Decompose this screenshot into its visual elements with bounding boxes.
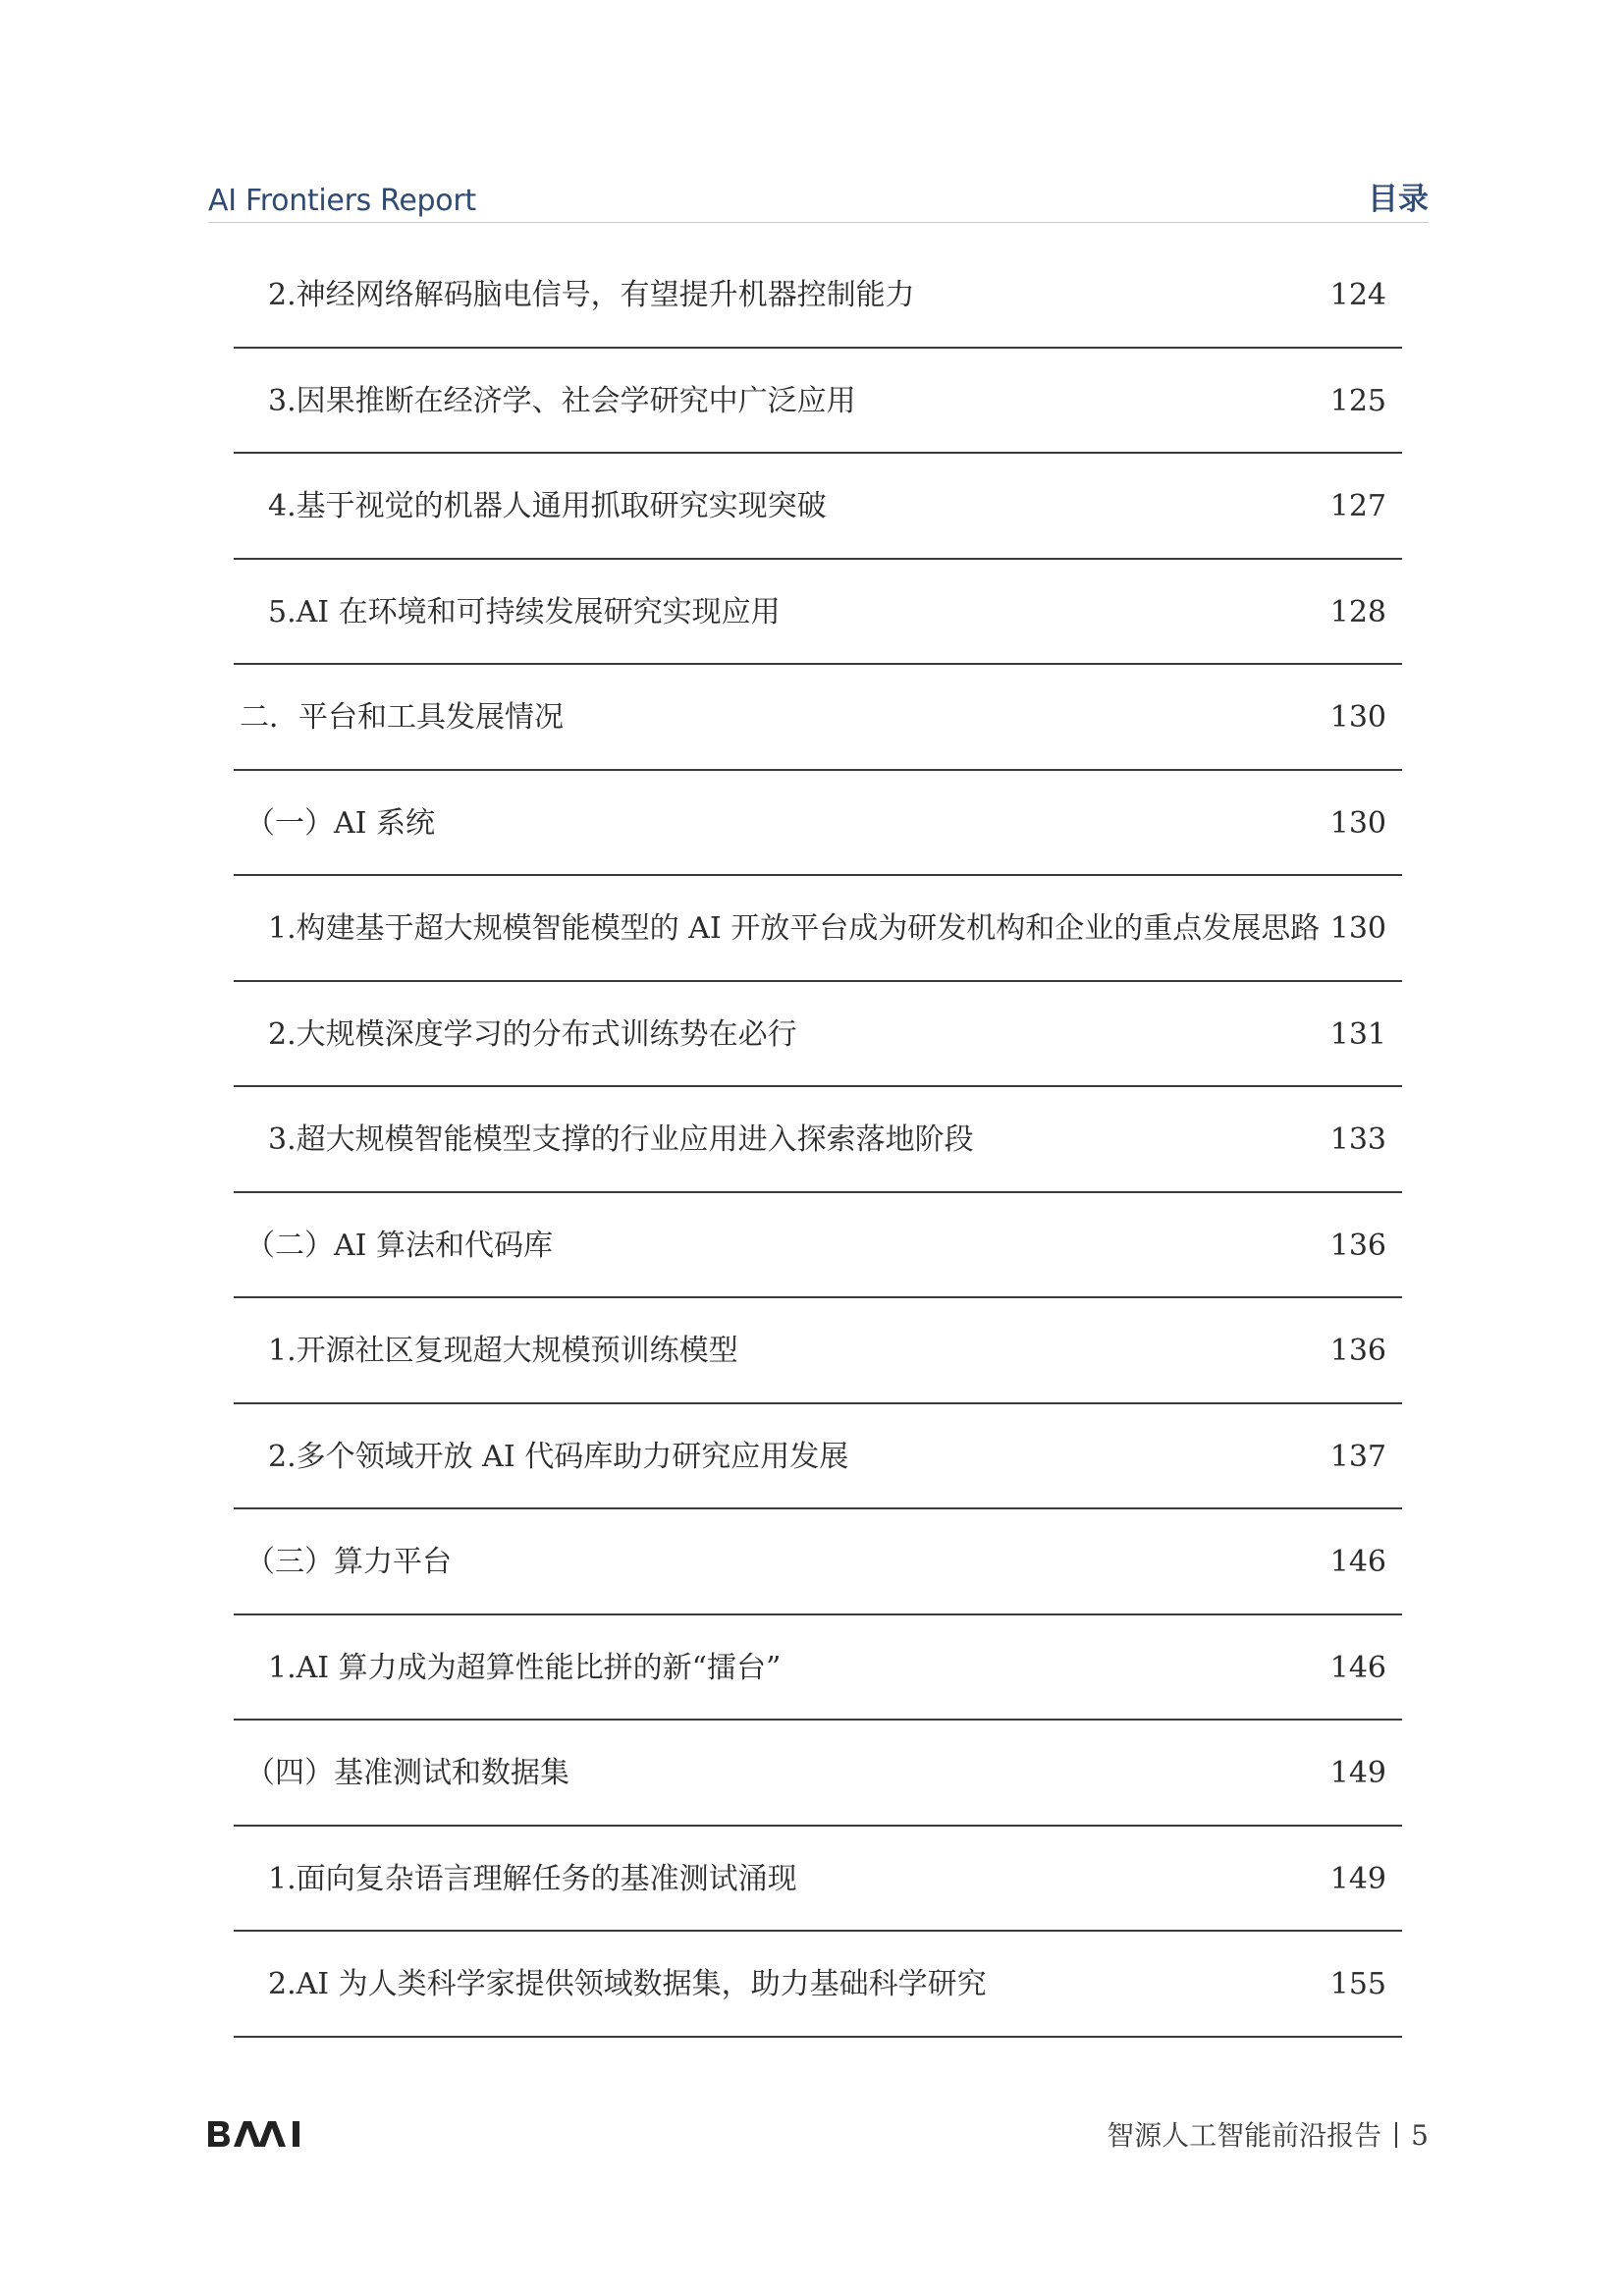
- toc-entry-title: 2.神经网络解码脑电信号，有望提升机器控制能力: [268, 278, 915, 312]
- toc-entry[interactable]: [234, 771, 1402, 877]
- toc-entry[interactable]: [234, 1932, 1402, 2038]
- toc-entry-title: 2.多个领域开放 AI 代码库助力研究应用发展: [268, 1439, 849, 1474]
- toc-entry-title: 3.超大规模智能模型支撑的行业应用进入探索落地阶段: [268, 1122, 974, 1157]
- toc-entry-title: （三）算力平台: [245, 1545, 452, 1579]
- toc-entry[interactable]: [234, 243, 1402, 349]
- toc-entry[interactable]: [234, 982, 1402, 1088]
- toc-entry[interactable]: [234, 1404, 1402, 1510]
- toc-entry-title: （二）AI 算法和代码库: [245, 1228, 554, 1263]
- toc-entry-page: 146: [1329, 1545, 1386, 1579]
- table-of-contents: [234, 243, 1402, 2038]
- toc-entry[interactable]: [234, 1721, 1402, 1827]
- toc-entry-page: 149: [1329, 1861, 1386, 1896]
- toc-entry-page: 149: [1329, 1756, 1386, 1790]
- toc-entry-title: 2.大规模深度学习的分布式训练势在必行: [268, 1016, 797, 1052]
- toc-entry[interactable]: [234, 665, 1402, 771]
- page-header: [208, 179, 1429, 223]
- toc-entry[interactable]: [234, 1193, 1402, 1299]
- toc-entry[interactable]: [234, 1509, 1402, 1615]
- toc-entry-title: （一）AI 系统: [245, 805, 436, 841]
- toc-entry-page: 125: [1329, 383, 1386, 418]
- toc-entry-page: 136: [1329, 1228, 1386, 1263]
- report-title: AI Frontiers Report: [208, 184, 476, 218]
- toc-entry[interactable]: [234, 876, 1402, 982]
- toc-entry[interactable]: [234, 560, 1402, 666]
- toc-entry-page: 130: [1329, 911, 1386, 946]
- toc-entry-title: 1.开源社区复现超大规模预训练模型: [268, 1334, 738, 1368]
- toc-entry-title: 二．平台和工具发展情况: [240, 700, 564, 735]
- baai-logo: [208, 2121, 302, 2151]
- toc-entry-title: 4.基于视觉的机器人通用抓取研究实现突破: [268, 489, 827, 523]
- page-number: 5: [1411, 2119, 1429, 2152]
- toc-entry[interactable]: [234, 1298, 1402, 1404]
- toc-entry[interactable]: [234, 1827, 1402, 1933]
- toc-entry-page: 136: [1329, 1334, 1386, 1368]
- toc-entry[interactable]: [234, 454, 1402, 560]
- toc-entry[interactable]: [234, 349, 1402, 455]
- footer-report-name: 智源人工智能前沿报告: [1107, 2119, 1382, 2152]
- toc-entry[interactable]: [234, 1087, 1402, 1193]
- toc-entry-page: 155: [1329, 1967, 1386, 2001]
- toc-entry-page: 137: [1329, 1439, 1386, 1474]
- toc-entry-title: 1.AI 算力成为超算性能比拼的新“擂台”: [268, 1650, 782, 1685]
- toc-entry-title: 2.AI 为人类科学家提供领域数据集，助力基础科学研究: [268, 1967, 987, 2001]
- page-footer: [1107, 2114, 1429, 2154]
- toc-entry-page: 130: [1329, 700, 1386, 735]
- toc-entry-page: 146: [1329, 1650, 1386, 1685]
- toc-entry-title: 5.AI 在环境和可持续发展研究实现应用: [268, 594, 781, 629]
- toc-entry-title: （四）基准测试和数据集: [245, 1756, 569, 1790]
- toc-entry[interactable]: [234, 1615, 1402, 1722]
- toc-entry-title: 1.构建基于超大规模智能模型的 AI 开放平台成为研发机构和企业的重点发展思路: [268, 911, 1321, 946]
- footer-separator: [1395, 2122, 1397, 2148]
- toc-entry-title: 3.因果推断在经济学、社会学研究中广泛应用: [268, 383, 856, 418]
- toc-entry-page: 133: [1329, 1122, 1386, 1157]
- toc-entry-page: 128: [1329, 594, 1386, 629]
- toc-entry-page: 127: [1329, 489, 1386, 523]
- toc-entry-title: 1.面向复杂语言理解任务的基准测试涌现: [268, 1861, 797, 1896]
- toc-entry-page: 131: [1329, 1016, 1386, 1052]
- toc-entry-page: 124: [1329, 278, 1386, 312]
- section-heading: 目录: [1368, 182, 1429, 217]
- toc-entry-page: 130: [1329, 805, 1386, 841]
